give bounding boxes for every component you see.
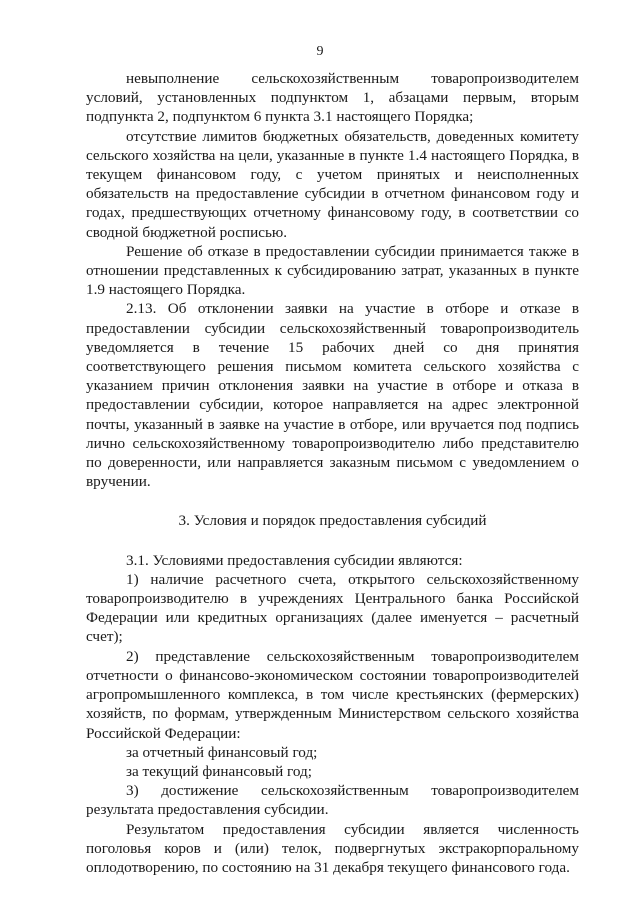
paragraph-non-fulfillment: невыполнение сельскохозяйственным товаропроизводителем условий, установленных подпунктом 1, абзацами первым, вторым подпункта 2, подпунктом 6 пункта 3.1 настоящего Порядка; — [86, 70, 579, 126]
sub-item-current-year: за текущий финансовый год; — [126, 762, 312, 780]
page-number: 9 — [316, 44, 324, 59]
sub-item-reporting-year: за отчетный финансовый год; — [126, 743, 318, 761]
paragraph-refusal-decision: Решение об отказе в предоставлении субсидии принимается также в отношении представленных к субсидированию затрат, указанных в пункте 1.9 настоящего Порядка. — [86, 242, 579, 299]
section-heading: 3. Условия и порядок предоставления субсидий — [178, 512, 487, 530]
list-item-2-reporting: 2) представление сельскохозяйственным товаропроизводителем отчетности о финансово-экономическом состоянии товаропроизводителей агропромышленного комплекса, в том числе крестьянских (фермерских) хозяйств, по формам, утвержденным Министерством сельского хозяйства Российской Федерации: — [86, 647, 579, 742]
paragraph-2-13-notification: 2.13. Об отклонении заявки на участие в отборе и отказе в предоставлении субсидии сельскохозяйственный товаропроизводитель уведомляется в течение 15 рабочих дней со дня принятия соответствующего решения письмом комитета сельского хозяйства с указанием причин отклонения заявки на участие в отборе и отказа в предоставлении субсидии, которое направляется на адрес электронной почты, указанный в заявке на участие в отборе, или вручается под подпись лично сельскохозяйственному товаропроизводителю либо представителю по доверенности, или направляется заказным письмом с уведомлением о вручении. — [86, 300, 579, 491]
document-body — [86, 69, 579, 877]
paragraph-3-1-intro: 3.1. Условиями предоставления субсидии являются: — [126, 551, 463, 569]
list-item-3-result: 3) достижение сельскохозяйственным товаропроизводителем результата предоставления субсидии. — [86, 782, 579, 819]
paragraph-result-definition: Результатом предоставления субсидии является численность поголовья коров и (или) телок, подвергнутых экстракорпоральному оплодотворению, по состоянию на 31 декабря текущего финансового года. — [86, 820, 579, 876]
list-item-1-account: 1) наличие расчетного счета, открытого сельскохозяйственному товаропроизводителю в учреждениях Центрального банка Российской Федерации или кредитных организациях (далее именуется – расчетный счет); — [86, 570, 579, 646]
paragraph-no-budget-limits: отсутствие лимитов бюджетных обязательств, доведенных комитету сельского хозяйства на цели, указанные в пункте 1.4 настоящего Порядка, в текущем финансовом году, с учетом принятых и неисполненных обязательств на предоставление субсидии в отчетном финансовом году и годах, предшествующих отчетному финансовому году, в соответствии со сводной бюджетной росписью. — [86, 127, 579, 241]
